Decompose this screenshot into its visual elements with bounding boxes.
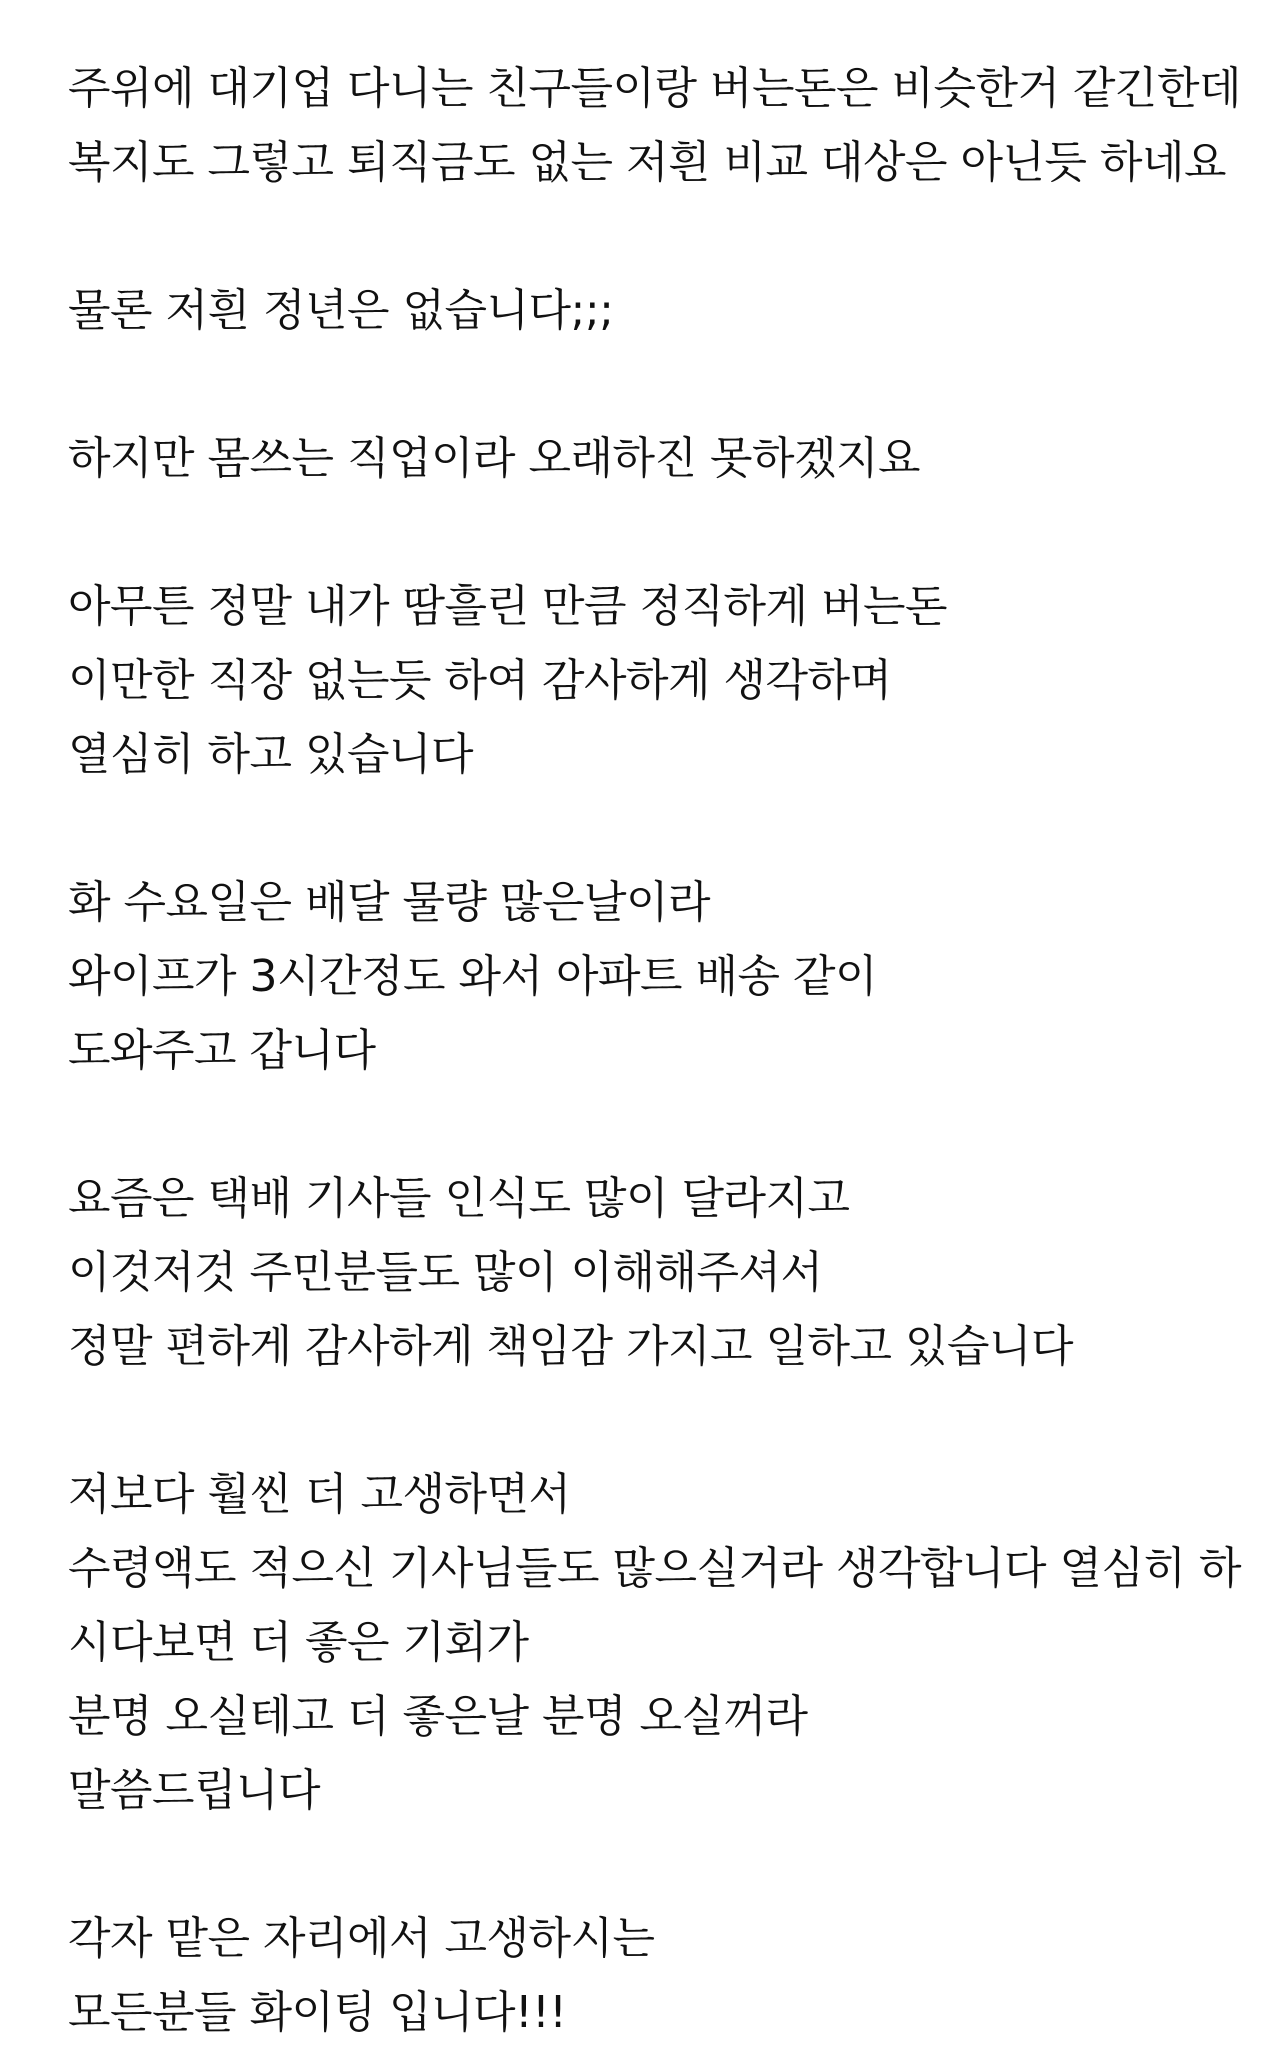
paragraph	[68, 570, 1248, 792]
text-line: 아무튼 정말 내가 땀흘린 만큼 정직하게 버는돈	[68, 581, 947, 632]
text-line: 와이프가 3시간정도 와서 아파트 배송 같이	[68, 951, 877, 1002]
text-line: 저보다 훨씬 더 고생하면서	[68, 1469, 571, 1520]
paragraph	[68, 274, 1248, 348]
text-line: 말씀드립니다	[68, 1765, 321, 1816]
paragraph	[68, 1458, 1248, 1828]
text-line: 물론 저흰 정년은 없습니다;;;	[68, 285, 614, 336]
text-line: 복지도 그렇고 퇴직금도 없는 저흰 비교 대상은 아닌듯 하네요	[68, 137, 1226, 188]
text-line: 열심히 하고 있습니다	[68, 729, 474, 780]
text-line: 이것저것 주민분들도 많이 이해해주셔서	[68, 1247, 823, 1298]
post-body	[68, 52, 1248, 2050]
text-line: 이만한 직장 없는듯 하여 감사하게 생각하며	[68, 655, 892, 706]
text-line: 하지만 몸쓰는 직업이라 오래하진 못하겠지요	[68, 433, 921, 484]
text-line: 모든분들 화이팅 입니다!!!	[68, 1987, 567, 2038]
text-line: 각자 맡은 자리에서 고생하시는	[68, 1913, 655, 1964]
text-line: 요즘은 택배 기사들 인식도 많이 달라지고	[68, 1173, 850, 1224]
text-line: 화 수요일은 배달 물량 많은날이라	[68, 877, 710, 928]
text-line: 시다보면 더 좋은 기회가	[68, 1617, 529, 1668]
paragraph	[68, 52, 1248, 200]
paragraph	[68, 1902, 1248, 2050]
text-line: 도와주고 갑니다	[68, 1025, 376, 1076]
text-line: 분명 오실테고 더 좋은날 분명 오실꺼라	[68, 1691, 808, 1742]
text-line: 정말 편하게 감사하게 책임감 가지고 일하고 있습니다	[68, 1321, 1074, 1372]
paragraph	[68, 1162, 1248, 1384]
paragraph	[68, 866, 1248, 1088]
text-line: 수령액도 적으신 기사님들도 많으실거라 생각합니다 열심히 하	[68, 1543, 1242, 1594]
text-line: 주위에 대기업 다니는 친구들이랑 버는돈은 비슷한거 같긴한데	[68, 63, 1242, 114]
paragraph	[68, 422, 1248, 496]
